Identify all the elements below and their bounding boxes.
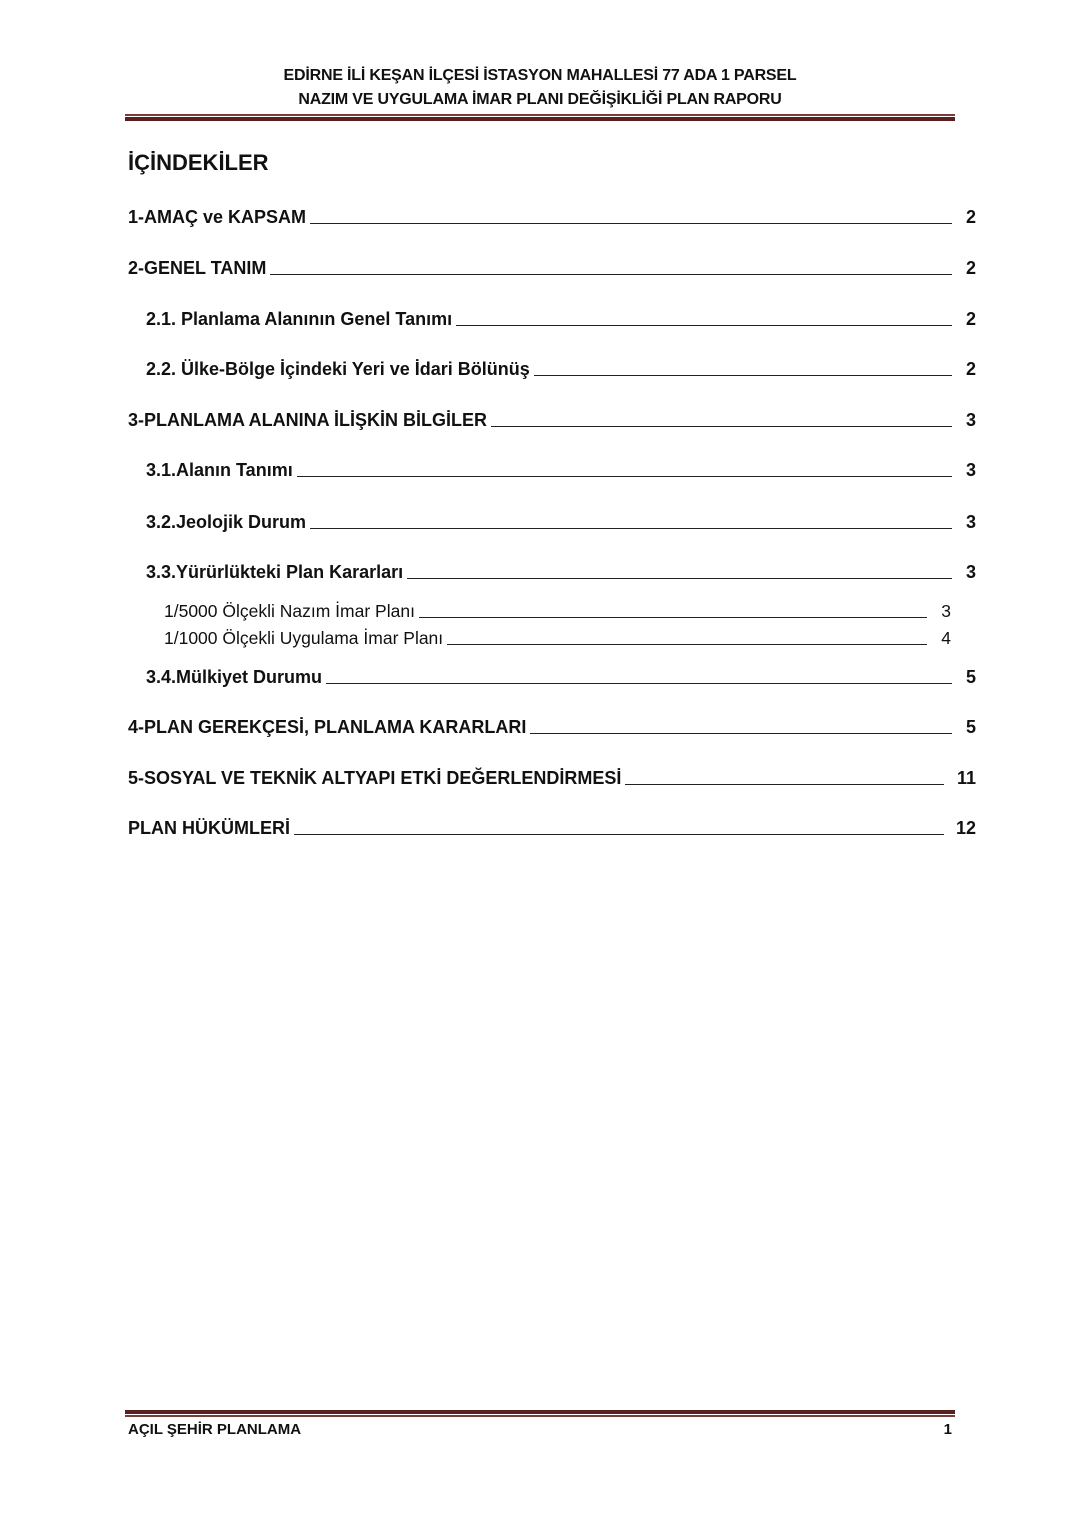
toc-entry-label: 2-GENEL TANIM	[128, 258, 267, 278]
toc-entry-page: 2	[965, 258, 976, 278]
toc-leader	[326, 683, 952, 684]
toc-entry[interactable]	[146, 304, 976, 330]
toc-entry-label: 3.4.Mülkiyet Durumu	[146, 667, 323, 687]
toc-entry-page: 3	[965, 460, 976, 480]
toc-entry-page: 3	[965, 512, 976, 532]
toc-entry-page: 3	[965, 410, 976, 430]
toc-entry-page: 2	[965, 207, 976, 227]
toc-entry-page: 4	[941, 628, 951, 648]
header-line-1: EDİRNE İLİ KEŞAN İLÇESİ İSTASYON MAHALLESİ 77 ADA 1 PARSEL	[283, 67, 797, 84]
toc-entry[interactable]	[164, 598, 951, 622]
toc-entry-page: 5	[965, 667, 976, 687]
toc-entry-page: 2	[965, 309, 976, 329]
toc-entry-label: 2.2. Ülke-Bölge İçindeki Yeri ve İdari Bölünüş	[146, 359, 530, 379]
toc-leader	[297, 476, 952, 477]
toc-leader	[447, 644, 927, 645]
toc-leader	[310, 223, 952, 224]
toc-entry-label: 1/5000 Ölçekli Nazım İmar Planı	[164, 601, 415, 621]
toc-leader	[530, 733, 952, 734]
header-line-2: NAZIM VE UYGULAMA İMAR PLANI DEĞİŞİKLİĞİ PLAN RAPORU	[298, 91, 782, 108]
toc-entry-page: 3	[965, 562, 976, 582]
toc-entry[interactable]	[146, 507, 976, 533]
toc-leader	[456, 325, 952, 326]
toc-entry-label: 1-AMAÇ ve KAPSAM	[128, 207, 307, 227]
toc-leader	[491, 426, 952, 427]
toc-leader	[419, 617, 927, 618]
toc-entry-page: 12	[955, 818, 976, 838]
toc-entry-label: 2.1. Planlama Alanının Genel Tanımı	[146, 309, 453, 329]
toc-entry[interactable]	[128, 202, 976, 228]
toc-leader	[407, 578, 952, 579]
toc-entry[interactable]	[128, 813, 976, 839]
toc-entry[interactable]	[146, 662, 976, 688]
toc-entry-page: 11	[956, 768, 976, 788]
toc-entry-label: 3.2.Jeolojik Durum	[146, 512, 307, 532]
toc-leader	[534, 375, 952, 376]
toc-entry[interactable]	[128, 253, 976, 279]
toc-entry[interactable]	[164, 625, 951, 649]
document-header	[125, 64, 955, 112]
toc-entry-page: 3	[941, 601, 951, 621]
toc-entry-label: 3.3.Yürürlükteki Plan Kararları	[146, 562, 404, 582]
toc-entry-page: 5	[965, 717, 976, 737]
toc-entry[interactable]	[146, 354, 976, 380]
toc-entry-label: 3-PLANLAMA ALANINA İLİŞKİN BİLGİLER	[128, 410, 487, 430]
toc-entry[interactable]	[128, 712, 976, 738]
toc-entry[interactable]	[146, 557, 976, 583]
toc-leader	[294, 834, 944, 835]
toc-leader	[625, 784, 944, 785]
header-divider	[125, 114, 955, 121]
toc-entry-label: 3.1.Alanın Tanımı	[146, 460, 293, 480]
footer-page-number: 1	[943, 1421, 952, 1438]
toc-title: İÇİNDEKİLER	[128, 150, 269, 175]
toc-entry[interactable]	[146, 455, 976, 481]
footer-divider	[125, 1410, 955, 1417]
toc-entry-label: PLAN HÜKÜMLERİ	[128, 818, 290, 838]
toc-entry[interactable]	[128, 763, 976, 789]
toc-entry-label: 4-PLAN GEREKÇESİ, PLANLAMA KARARLARI	[128, 717, 527, 737]
toc-entry[interactable]	[128, 405, 976, 431]
footer-company: AÇIL ŞEHİR PLANLAMA	[128, 1421, 302, 1438]
toc-leader	[270, 274, 952, 275]
toc-entry-label: 5-SOSYAL VE TEKNİK ALTYAPI ETKİ DEĞERLENDİRMESİ	[128, 768, 622, 788]
toc-leader	[310, 528, 952, 529]
toc-entry-page: 2	[965, 359, 976, 379]
toc-entry-label: 1/1000 Ölçekli Uygulama İmar Planı	[164, 628, 444, 648]
